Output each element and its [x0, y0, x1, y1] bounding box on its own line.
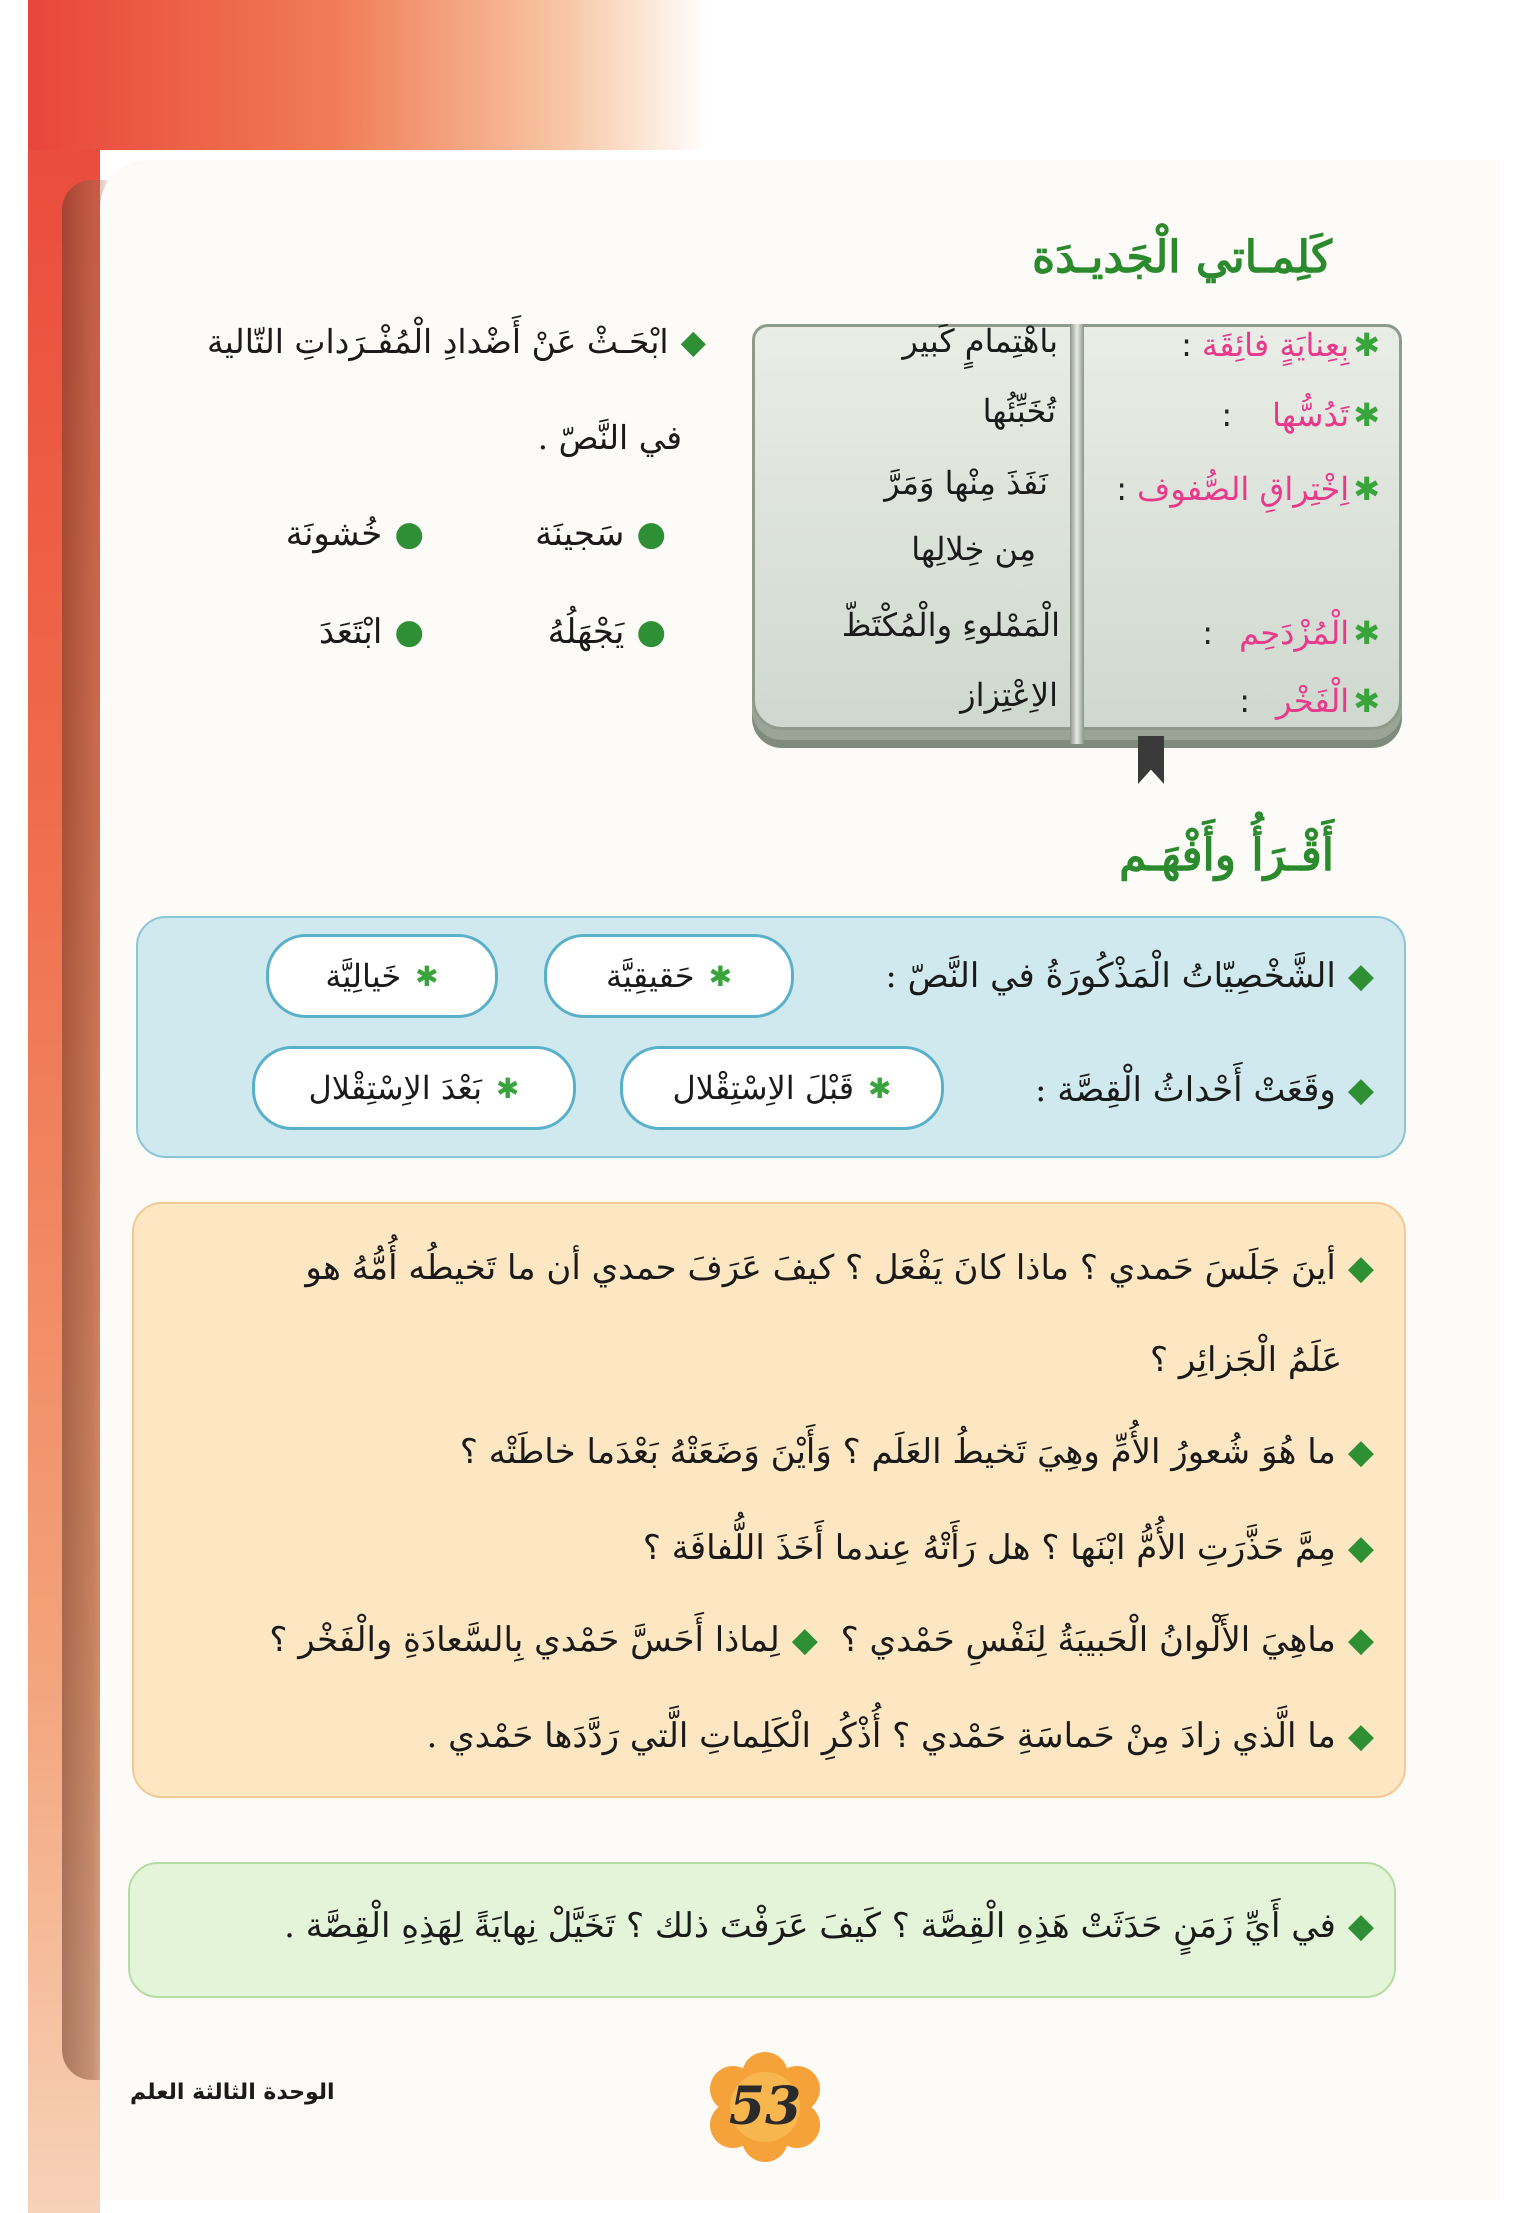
book-left-page — [752, 324, 1080, 730]
question-1: ◆أينَ جَلَسَ حَمدي ؟ ماذا كانَ يَفْعَل ؟ كيفَ عَرَفَ حمدي أن ما تَخيطُه أُمُّهُ هو — [305, 1248, 1374, 1288]
option-real[interactable]: ✱ حَقيقِيَّة — [544, 934, 794, 1018]
corner-decoration — [28, 0, 708, 150]
vocab-title: كَلِمـاتي الْجَديـدَة — [1032, 232, 1332, 283]
vocab-meaning-2: تُخَبِّئُها — [982, 392, 1056, 430]
antonym-word-4: ●ابْتَعَدَ — [318, 612, 424, 652]
question-1-cont: عَلَمُ الْجَزائِر ؟ — [1149, 1340, 1342, 1380]
question-4: ◆ماهِيَ الأَلْوانُ الْحَبيبَةُ لِنَفْسِ حَمْدي ؟ ◆لِماذا أَحَسَّ حَمْدي بِالسَّعادَةِ والْفَخْر ؟ — [269, 1620, 1374, 1660]
vocab-term-6: ✱الْفَخْر: — [1239, 682, 1380, 720]
antonym-word-2: ●خُشونَة — [285, 514, 424, 554]
antonym-word-1: ●سَجينَة — [535, 514, 666, 554]
option-imaginary[interactable]: ✱ خَيالِيَّة — [266, 934, 498, 1018]
book-fold — [1070, 324, 1084, 744]
page-number: 53 — [728, 2076, 802, 2137]
option-after-independence[interactable]: ✱ بَعْدَ الاِسْتِقْلال — [252, 1046, 576, 1130]
antonyms-instruction: ◆ابْحَـثْ عَنْ أَضْدادِ الْمُفْـرَداتِ التّالية — [206, 322, 706, 361]
antonyms-instruction-cont: في النَّصّ . — [537, 418, 682, 457]
vocab-term-2: ✱تَدُسُّها: — [1221, 396, 1380, 434]
question-6: ◆ما الَّذي زادَ مِنْ حَماسَةِ حَمْدي ؟ أُذْكُرِ الْكَلِماتِ الَّتي رَدَّدَها حَمْدي . — [426, 1716, 1374, 1756]
vocab-term-5: ✱الْمُزْدَحِم: — [1202, 614, 1380, 652]
question-3: ◆مِمَّ حَذَّرَتِ الأُمُّ ابْنَها ؟ هل رَأَتْهُ عِندما أَخَذَ اللُّفافَة ؟ — [642, 1528, 1374, 1568]
vocab-meaning-6: الاِعْتِزاز — [960, 676, 1058, 714]
question-2: ◆ما هُوَ شُعورُ الأُمِّ وهِيَ تَخيطُ العَلَم ؟ وَأَيْنَ وَضَعَتْهُ بَعْدَما خاطَتْه ؟ — [459, 1432, 1374, 1472]
vocab-term-3: ✱اِخْتِراقِ الصُّفوف: — [1116, 470, 1380, 508]
read-understand-title: أَقْـرَأُ وأَفْهَـم — [1119, 830, 1334, 881]
page-number-badge — [710, 2052, 820, 2162]
vocab-meaning-3: نَفَذَ مِنْها وَمَرَّ — [884, 464, 1048, 502]
vocab-meaning-5: الْمَمْلوءِ والْمُكْتَظّ — [841, 606, 1060, 644]
questions-box — [132, 1202, 1406, 1798]
vocab-meaning-1: باهْتِمامٍ كَبير — [902, 322, 1058, 360]
characters-question: ◆الشَّخْصِيّاتُ الْمَذْكُورَةُ في النَّصّ : — [885, 956, 1374, 996]
vocab-term-1: ✱بِعِنايَةٍ فائِقَة: — [1181, 326, 1380, 364]
book-right-page — [1074, 324, 1402, 730]
unit-label: الوحدة الثالثة العلم — [130, 2080, 335, 2105]
bullet-icon: ◆ — [680, 322, 706, 361]
option-before-independence[interactable]: ✱ قَبْلَ الاِسْتِقْلال — [620, 1046, 944, 1130]
antonym-word-3: ●يَجْهَلُهُ — [547, 612, 666, 652]
extra-question: ◆في أَيِّ زَمَنٍ حَدَثَتْ هَذِهِ الْقِصَّة ؟ كَيفَ عَرَفْتَ ذلك ؟ تَخَيَّلْ نِهايَةً لِهَذِهِ الْقِصَّة . — [284, 1906, 1374, 1946]
vocab-meaning-3-cont: مِن خِلالِها — [911, 530, 1036, 568]
events-question: ◆وقَعَتْ أَحْداثُ الْقِصَّة : — [1035, 1070, 1374, 1110]
